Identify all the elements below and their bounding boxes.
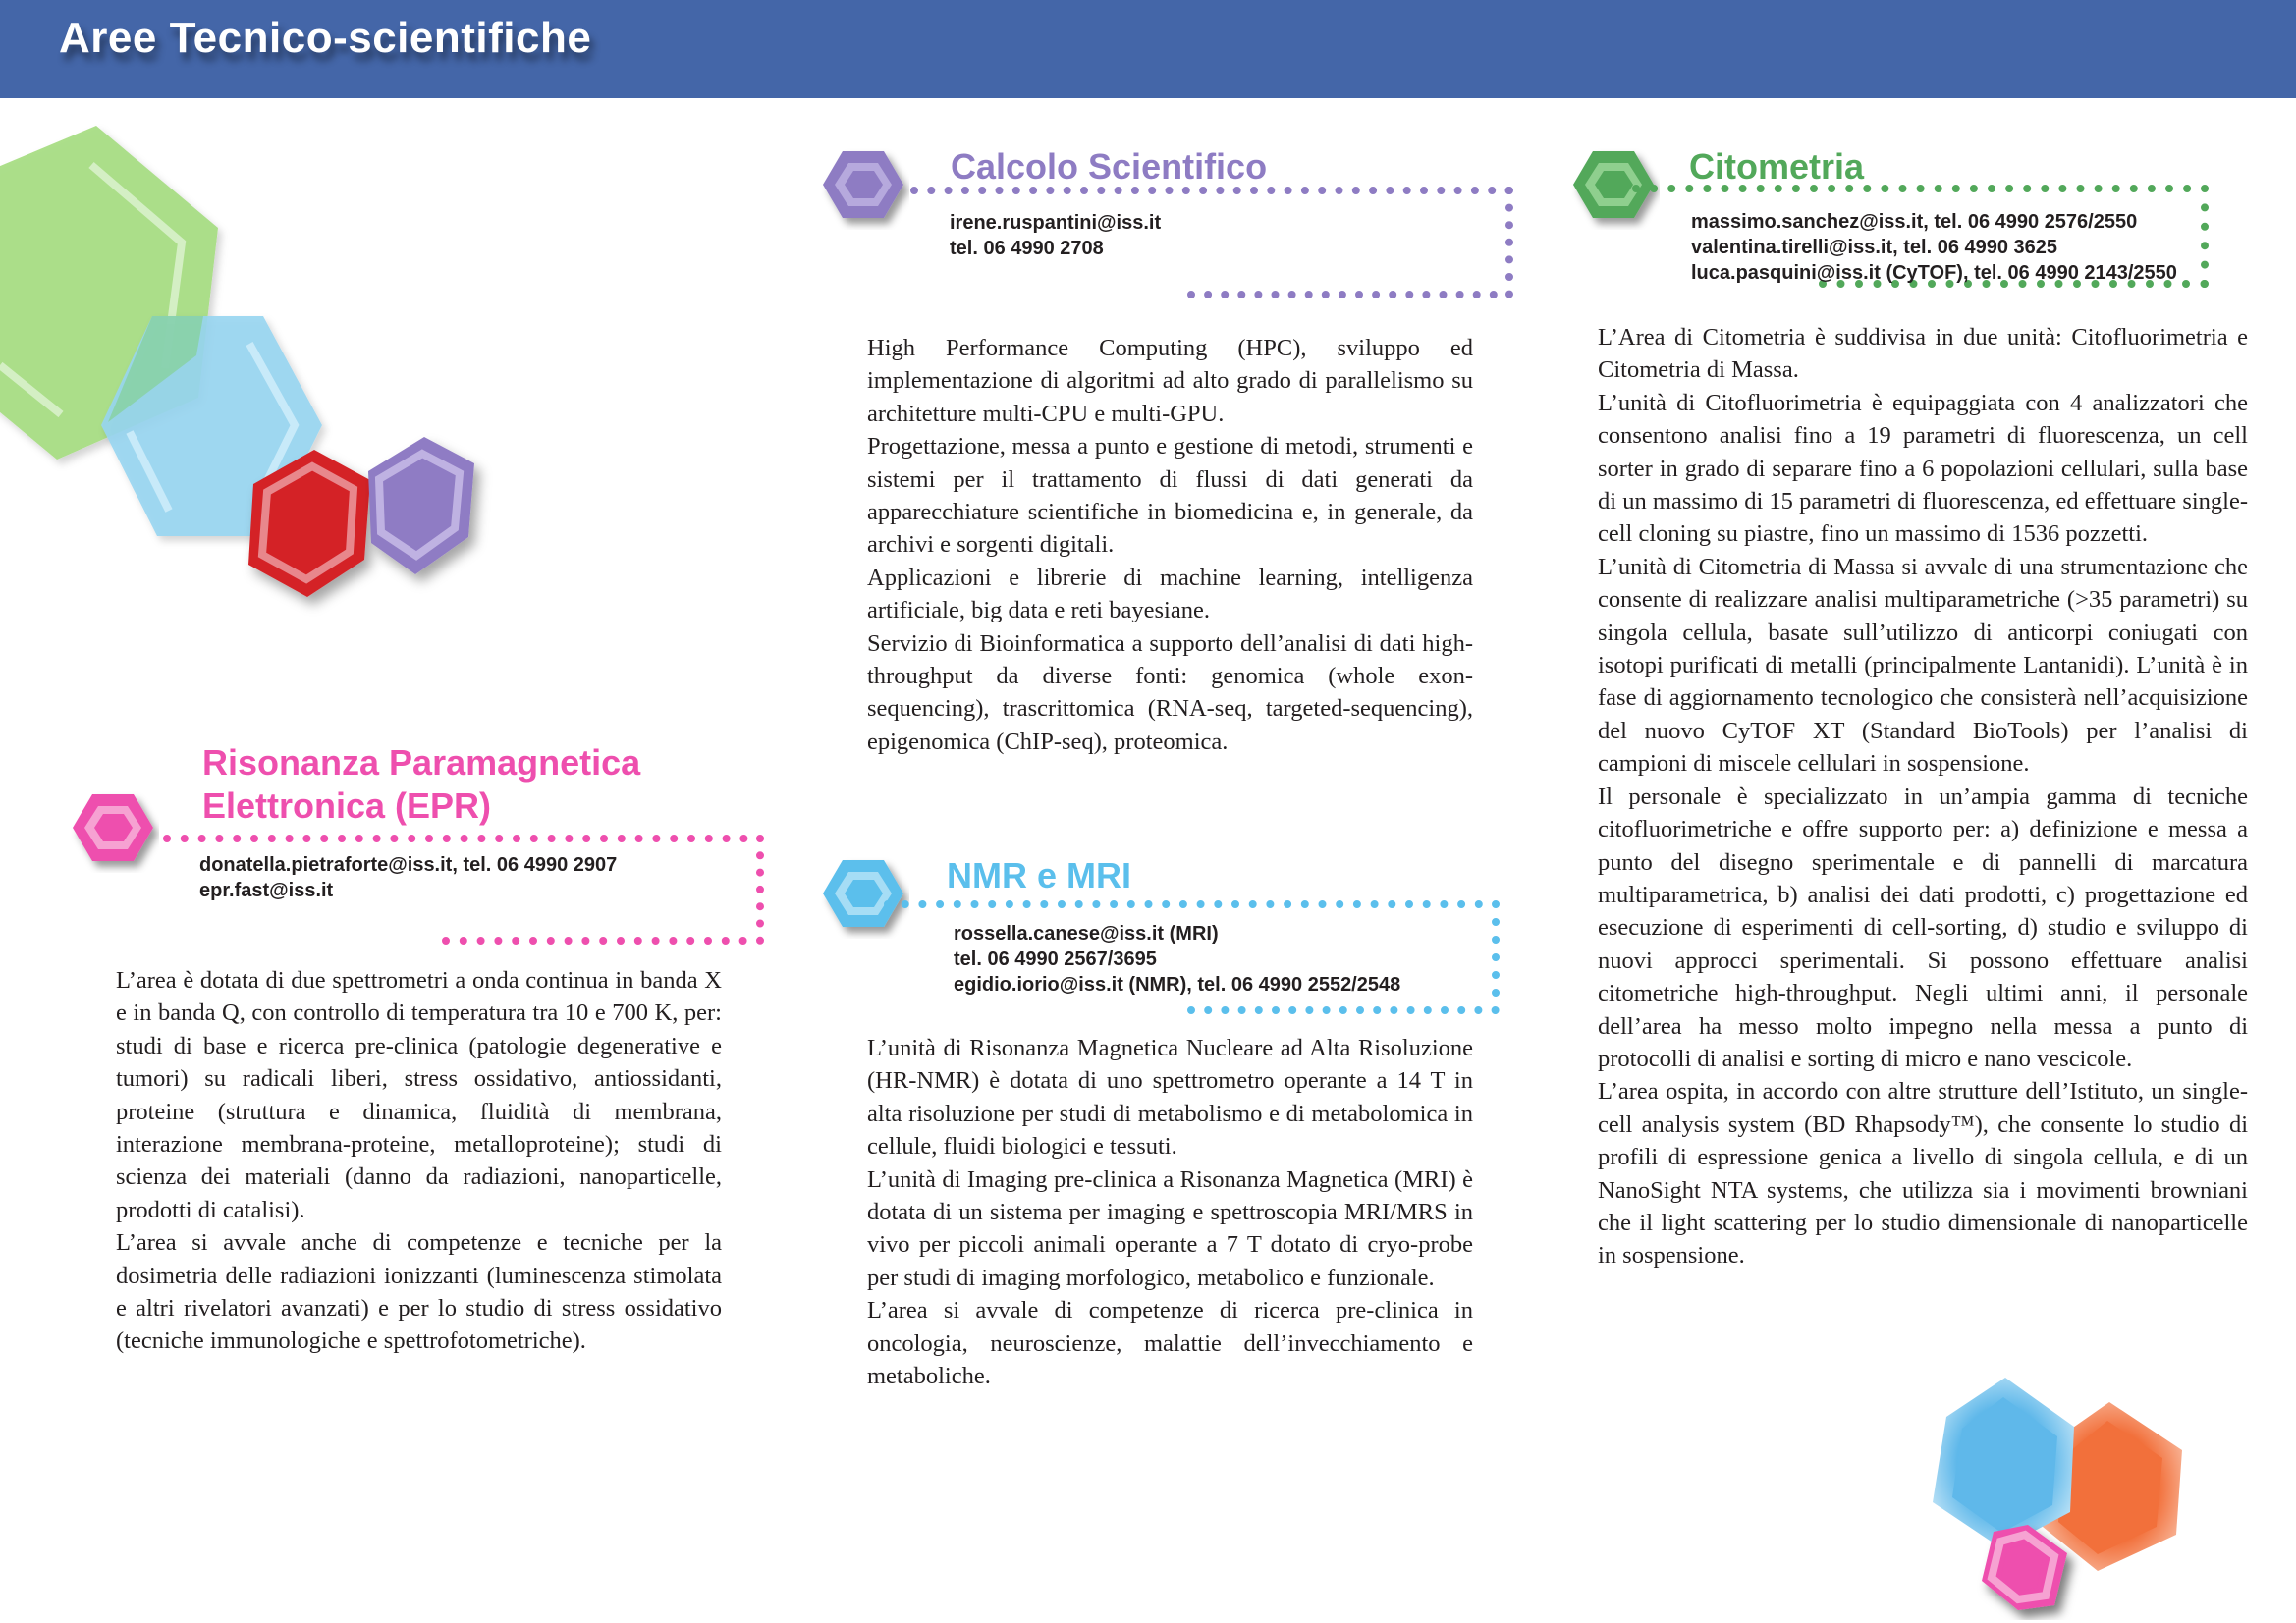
contact-info	[1691, 209, 2177, 286]
contact-line[interactable]: rossella.canese@iss.it (MRI)	[954, 923, 1219, 945]
paragraph: Il personale è specializzato in un’ampia gamma di tecniche citofluorimetriche e offre supporto per: a) definizione e messa a punto del disegno sperimentale e di pannelli di marcatura multiparametrica, b) analisi dei dati prodotti, c) progettazione ed esecuzione di esperimenti di cell-sorting, d) studio e sviluppo di nuovi approcci sperimentali. Si possono effettuare analisi citometriche high-throughput. Negli ultimi anni, il personale dell’area ha messo molto impegno nella messa a punto di protocolli di analisi e sorting di micro e nano vescicole.	[1598, 783, 2248, 1072]
paragraph: L’unità di Citofluorimetria è equipaggiata con 4 analizzatori che consentono analisi fino a 19 parametri di fluorescenza, un cell sorter in grado di separare fino a 6 popolazioni cellulari, sulla base di un massimo di 15 parametri di fluorescenza, ed effettuare single-cell cloning su piastre, fino un massimo di 1536 pozzetti.	[1598, 389, 2248, 548]
contact-line[interactable]: donatella.pietraforte@iss.it, tel. 06 4990 2907	[199, 854, 618, 876]
paragraph: Servizio di Bioinformatica a supporto dell’analisi di dati high-throughput da diverse fonti: genomica (whole exon-sequencing), trascrittomica (RNA-seq, targeted-sequencing), epigenomica (ChIP-seq), proteomica.	[867, 629, 1473, 755]
contact-email[interactable]: irene.ruspantini@iss.it	[950, 212, 1162, 234]
section-body	[116, 964, 722, 1358]
section-title: Citometria	[1689, 146, 1865, 187]
paragraph: Progettazione, messa a punto e gestione di metodi, strumenti e sistemi per il trattamento di flussi di dati generati da apparecchiature scientifiche in biomedicina e, in generale, da archivi e sorgenti digitali.	[867, 433, 1473, 559]
paragraph: L’unità di Imaging pre-clinica a Risonanza Magnetica (MRI) è dotata di un sistema per imaging e spettroscopia MRI/MRS in vivo per piccoli animali operante a 7 T dotato di cryo-probe per studi di imaging morfologico, metabolico e funzionale.	[867, 1165, 1473, 1291]
paragraph: L’unità di Risonanza Magnetica Nucleare ad Alta Risoluzione (HR-NMR) è dotata di uno spettrometro operante a 14 T in alta risoluzione per studi di metabolismo e di metabolomica in cellule, fluidi biologici e tessuti.	[867, 1035, 1473, 1161]
page-title: Aree Tecnico-scientifiche	[59, 14, 592, 62]
paragraph: High Performance Computing (HPC), sviluppo ed implementazione di algoritmi ad alto grado di parallelismo su architetture multi-CPU e multi-GPU.	[867, 335, 1473, 427]
paragraph: L’area è dotata di due spettrometri a onda continua in banda X e in banda Q, con controllo di temperatura tra 10 e 700 K, per: studi di base e ricerca pre-clinica (patologie degenerative e tumori) su radicali liberi, stress ossidativo, antiossidanti, proteine (struttura e dinamica, fluidità di membrana, interazione membrana-proteine, metalloproteine); studi di scienza dei materiali (danno da radiazioni, nanoparticelle, prodotti di catalisi).	[116, 967, 722, 1223]
section-title	[202, 741, 640, 828]
section-body	[867, 332, 1473, 758]
section-body	[867, 1032, 1473, 1392]
pink-hexagon-icon	[1982, 1525, 2067, 1610]
section-title: Calcolo Scientifico	[951, 146, 1268, 187]
contact-email[interactable]: epr.fast@iss.it	[199, 880, 334, 901]
paragraph: L’Area di Citometria è suddivisa in due unità: Citofluorimetria e Citometria di Massa.	[1598, 324, 2248, 384]
contact-line[interactable]: valentina.tirelli@iss.it, tel. 06 4990 3625	[1691, 237, 2058, 258]
section-title-line: Risonanza Paramagnetica	[202, 742, 641, 783]
paragraph: L’area si avvale di competenze di ricerca pre-clinica in oncologia, neuroscienze, malattie dell’invecchiamento e metaboliche.	[867, 1297, 1473, 1390]
contact-info	[199, 852, 617, 903]
contact-line[interactable]: massimo.sanchez@iss.it, tel. 06 4990 2576/2550	[1691, 211, 2138, 233]
contact-info	[950, 210, 1161, 261]
epr-hexagon-icon	[71, 790, 159, 873]
section-title: NMR e MRI	[947, 855, 1131, 895]
paragraph: L’area si avvale anche di competenze e tecniche per la dosimetria delle radiazioni ionizzanti (luminescenza stimolata e altri rivelatori avanzati) e per lo studio di stress ossidativo (tecniche immunologiche e spettrofotometriche).	[116, 1229, 722, 1355]
paragraph: L’area ospita, in accordo con altre strutture dell’Istituto, un single-cell analysis system (BD Rhapsody™), che consente lo studio di profili di espressione genica a livello di singola cellula, e di un NanoSight NTA systems, che utilizza sia i movimenti browniani che il light scattering per lo studio dimensionale di nanoparticelle in sospensione.	[1598, 1078, 2248, 1270]
section-title-line: Elettronica (EPR)	[202, 785, 492, 826]
contact-line[interactable]: egidio.iorio@iss.it (NMR), tel. 06 4990 2552/2548	[954, 974, 1401, 996]
contact-line: tel. 06 4990 2567/3695	[954, 948, 1157, 970]
contact-info	[954, 921, 1400, 998]
decorative-hexagons-top-left	[0, 98, 687, 687]
paragraph: L’unità di Citometria di Massa si avvale di una strumentazione che consente di realizzare analisi multiparametriche (>35 parametri) su singola cellula, basate sull’utilizzo di anticorpi coniugati con isotopi purificati di metalli (principalmente Lantanidi). L’unità è in fase di aggiornamento tecnologico che consisterà nell’acquisizione del nuovo CyTOF XT (Standard BioTools) per l’analisi di campioni di miscele cellulari in sospensione.	[1598, 553, 2248, 778]
contact-phone: tel. 06 4990 2708	[950, 238, 1104, 259]
calcolo-hexagon-icon	[821, 147, 909, 230]
section-body	[1598, 321, 2248, 1272]
purple-hexagon-icon	[368, 437, 474, 574]
header-bar	[0, 0, 2296, 98]
contact-line[interactable]: luca.pasquini@iss.it (CyTOF), tel. 06 4990 2143/2550	[1691, 262, 2177, 284]
paragraph: Applicazioni e librerie di machine learning, intelligenza artificiale, big data e reti bayesiane.	[867, 564, 1473, 624]
decorative-hexagons-bottom-right	[1905, 1370, 2200, 1620]
